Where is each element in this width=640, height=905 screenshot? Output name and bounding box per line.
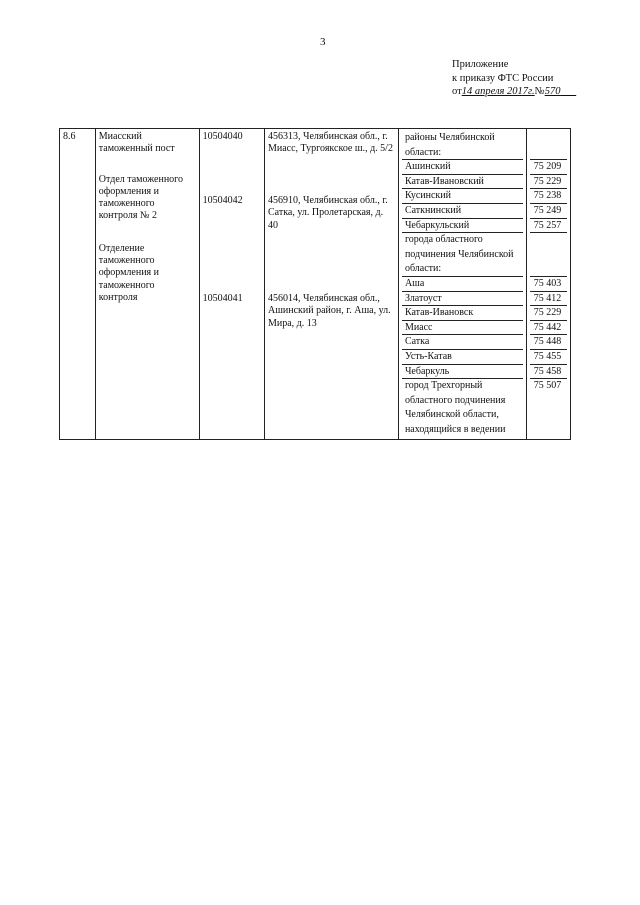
okato-code: 75 412 (530, 292, 567, 307)
area-line: Саткнинский (402, 204, 523, 219)
area-line: Аша (402, 277, 523, 292)
area-line: Чебаркуль (402, 365, 523, 380)
area-line: Катав-Ивановск (402, 306, 523, 321)
area-line: Усть-Катав (402, 350, 523, 365)
table-row (60, 129, 571, 440)
row-number: 8.6 (60, 129, 96, 440)
okato-code: 75 403 (530, 277, 567, 292)
office-name: Отдел таможенного оформления и таможенного контроля № 2 (98, 173, 184, 222)
number-prefix: № (534, 86, 545, 97)
area-line: области: (402, 262, 523, 277)
office-names-cell (95, 129, 199, 440)
okato-code (530, 131, 567, 146)
okato-list (530, 131, 567, 437)
office-addresses-cell (264, 129, 398, 440)
date-prefix: от (452, 86, 462, 97)
area-line: Челябинской области, (404, 409, 499, 421)
office-name: Отделение таможенного оформления и таможенного контроля (98, 242, 160, 303)
page-number: 3 (320, 36, 326, 48)
customs-table (59, 128, 571, 440)
area-line: подчинения Челябинской (404, 248, 514, 260)
okato-code: 75 238 (530, 189, 567, 204)
office-name: Миасский таможенный пост (98, 131, 175, 155)
okato-code (530, 262, 567, 277)
office-code: 10504040 (202, 131, 243, 142)
okato-code: 75 448 (530, 335, 567, 350)
okato-code (530, 423, 567, 438)
office-address: 456910, Челябинская обл., г. Сатка, ул. Пролетарская, д. 40 (267, 195, 388, 231)
office-codes-cell (199, 129, 264, 440)
office-address: 456014, Челябинская обл., Ашинский район, г. Аша, ул. Мира, д. 13 (267, 293, 391, 329)
appendix-title: Приложение (452, 59, 509, 70)
appendix-header (452, 58, 576, 99)
okato-code: 75 507 (533, 380, 562, 392)
okato-code: 75 455 (530, 350, 567, 365)
area-line: Катав-Ивановский (402, 175, 523, 190)
okato-code: 75 229 (530, 175, 567, 190)
area-line: области: (402, 146, 523, 161)
area-line: Сатка (402, 335, 523, 350)
okato-code (530, 248, 567, 263)
office-code: 10504041 (202, 293, 243, 304)
underline-tail (560, 86, 576, 97)
area-line: Миасс (402, 321, 523, 336)
okato-cell (526, 129, 570, 440)
order-date: 14 апреля 2017г. (461, 86, 535, 97)
areas-cell (398, 129, 526, 440)
okato-code (530, 394, 567, 409)
office-address: 456313, Челябинская обл., г. Миасс, Тургоякское ш., д. 5/2 (267, 131, 393, 155)
area-line: находящийся в ведении (404, 423, 506, 435)
area-line: областного подчинения (404, 394, 506, 406)
okato-code (530, 408, 567, 423)
appendix-date-line (452, 85, 576, 99)
okato-code: 75 229 (530, 306, 567, 321)
order-number: 570 (544, 86, 561, 97)
office-code: 10504042 (202, 195, 243, 206)
okato-code: 75 249 (530, 204, 567, 219)
okato-code: 75 458 (530, 365, 567, 380)
area-line: Златоуст (402, 292, 523, 307)
area-line: Кусинский (402, 189, 523, 204)
okato-code: 75 442 (530, 321, 567, 336)
area-line: Чебаркульский (402, 219, 523, 234)
area-line: районы Челябинской (404, 132, 495, 143)
areas-list (402, 131, 523, 437)
okato-code: 75 209 (530, 160, 567, 175)
okato-code: 75 257 (530, 219, 567, 234)
appendix-order-ref: к приказу ФТС России (452, 72, 554, 84)
okato-code (530, 146, 567, 161)
area-line: город Трехгорный (404, 380, 483, 392)
okato-code (530, 233, 567, 248)
area-line: города областного (404, 234, 483, 246)
area-line: Ашинский (402, 160, 523, 175)
